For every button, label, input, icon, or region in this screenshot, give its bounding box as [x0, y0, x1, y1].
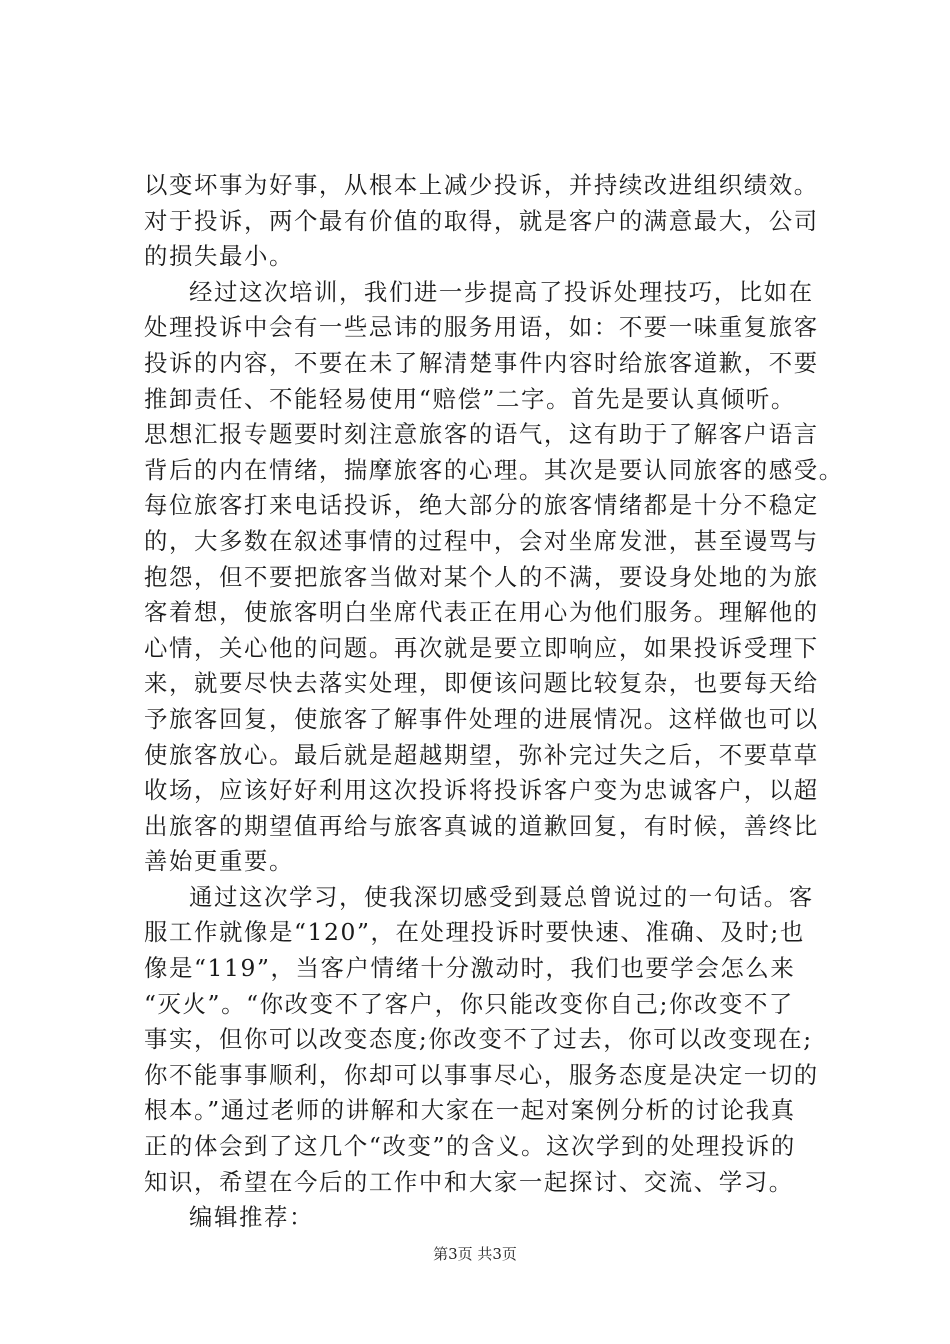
paragraph-2-line: 抱怨，但不要把旅客当做对某个人的不满，要设身处地的为旅	[144, 562, 819, 591]
paragraph-3-line: 通过这次学习，使我深切感受到聂总曾说过的一句话。客	[189, 882, 814, 911]
paragraph-2-line: 出旅客的期望值再给与旅客真诚的道歉回复，有时候，善终比	[144, 811, 819, 840]
page-number-indicator: 第3页 共3页	[433, 1245, 517, 1263]
paragraph-3-line: “灭火”。“你改变不了客户，你只能改变你自己;你改变不了	[144, 989, 794, 1018]
paragraph-2-line: 背后的内在情绪，揣摩旅客的心理。其次是要认同旅客的感受。	[144, 455, 844, 484]
paragraph-2-line: 善始更重要。	[144, 847, 294, 876]
paragraph-2-line: 处理投诉中会有一些忌讳的服务用语，如：不要一味重复旅客	[144, 313, 819, 342]
paragraph-3-line: 知识，希望在今后的工作中和大家一起探讨、交流、学习。	[144, 1167, 794, 1196]
paragraph-2-line: 推卸责任、不能轻易使用“赔偿”二字。首先是要认真倾听。	[144, 384, 796, 413]
paragraph-2-line: 经过这次培训，我们进一步提高了投诉处理技巧，比如在	[189, 277, 814, 306]
paragraph-3-line: 服工作就像是“120”，在处理投诉时要快速、准确、及时;也	[144, 918, 805, 947]
paragraph-2-line: 心情，关心他的问题。再次就是要立即响应，如果投诉受理下	[144, 633, 819, 662]
paragraph-1-line: 的损失最小。	[144, 242, 294, 271]
paragraph-3-line: 正的体会到了这几个“改变”的含义。这次学到的处理投诉的	[144, 1132, 796, 1161]
paragraph-3-line: 像是“119”，当客户情绪十分激动时，我们也要学会怎么来	[144, 954, 796, 983]
paragraph-3-line: 事实，但你可以改变态度;你改变不了过去，你可以改变现在;	[144, 1025, 813, 1054]
paragraph-2-line: 收场，应该好好利用这次投诉将投诉客户变为忠诚客户，以超	[144, 776, 819, 805]
paragraph-2-line: 投诉的内容，不要在未了解清楚事件内容时给旅客道歉，不要	[144, 348, 819, 377]
document-body	[144, 168, 844, 1236]
paragraph-2-line: 予旅客回复，使旅客了解事件处理的进展情况。这样做也可以	[144, 704, 819, 733]
paragraph-2-line: 客着想，使旅客明白坐席代表正在用心为他们服务。理解他的	[144, 598, 819, 627]
paragraph-2-line: 使旅客放心。最后就是超越期望，弥补完过失之后，不要草草	[144, 740, 819, 769]
editor-recommend-label: 编辑推荐：	[189, 1203, 314, 1232]
paragraph-2-line: 来，就要尽快去落实处理，即便该问题比较复杂，也要每天给	[144, 669, 819, 698]
page-footer	[0, 1244, 950, 1264]
paragraph-1-line: 对于投诉，两个最有价值的取得，就是客户的满意最大，公司	[144, 206, 819, 235]
paragraph-3-line: 你不能事事顺利，你却可以事事尽心，服务态度是决定一切的	[144, 1060, 819, 1089]
paragraph-2-line: 的，大多数在叙述事情的过程中，会对坐席发泄，甚至谩骂与	[144, 526, 819, 555]
paragraph-1-line: 以变坏事为好事，从根本上减少投诉，并持续改进组织绩效。	[144, 171, 819, 199]
paragraph-2-line: 每位旅客打来电话投诉，绝大部分的旅客情绪都是十分不稳定	[144, 491, 819, 520]
paragraph-2-line: 思想汇报专题要时刻注意旅客的语气，这有助于了解客户语言	[144, 420, 819, 449]
paragraph-3-line: 根本。”通过老师的讲解和大家在一起对案例分析的讨论我真	[144, 1096, 796, 1125]
